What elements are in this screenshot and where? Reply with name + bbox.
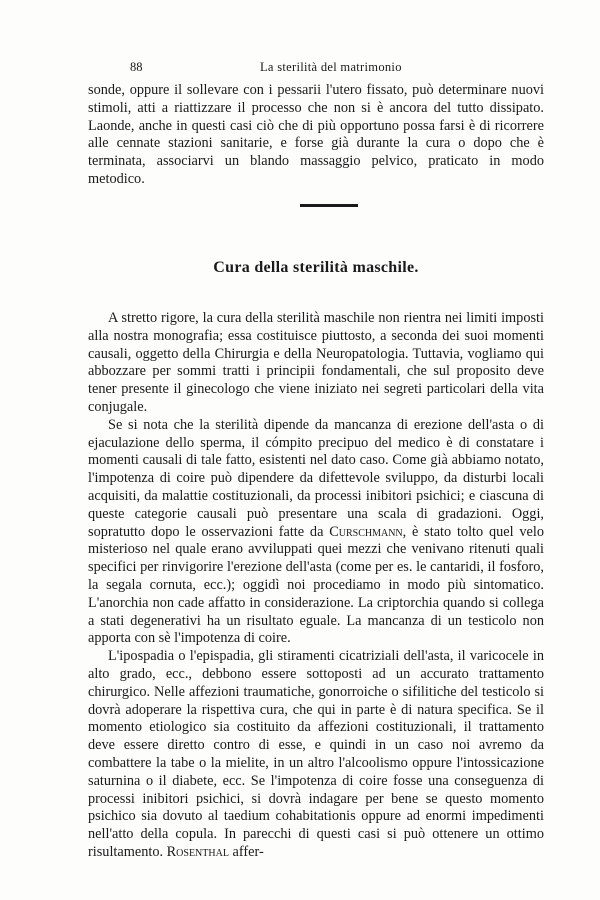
paragraph-3-text-b: affer-	[232, 843, 264, 860]
continuation-block	[88, 82, 544, 189]
body-text	[88, 310, 544, 862]
section-divider	[300, 204, 358, 207]
continuation-paragraph: sonde, oppure il sollevare con i pessarii l'utero fissato, può determinare nuovi stimoli, atti a riattizzare il processo che non si è ancora del tutto dissipato. Laonde, anche in questi casi ciò che di più opportuno possa farsi è di ricorrere alle cennate stazioni sanitarie, e forse già durante la cura o dopo che è terminata, associarvi un blando massaggio pelvico, praticato in modo metodico.	[88, 82, 544, 187]
author-name-curschmann: Curschmann	[329, 523, 403, 540]
page-header	[130, 60, 540, 78]
paragraph-3-text-a: L'ipospadia o l'epispadia, gli stiramenti cicatriziali dell'asta, il varicocele in alto grado, ecc., debbono essere sottoposti ad un accurato trattamento chirurgico. Nelle affezioni traumatiche, gonorroiche o sifilitiche del testicolo si dovrà adoperare la rispettiva cura, che qui in parte è di natura specifica. Se il momento etiologico sia costituito da affezioni costituzionali, il trattamento deve essere diretto contro di esse, e quindi in un caso noi avremo da combattere la tabe o la mielite, in un altro l'alcoolismo oppure l'intossicazione saturnina o il diabete, ecc. Se l'impotenza di coire fosse una conseguenza di processi inibitori psichici, si dovrà indagare per bene se questo momento psichico sia dovuto al taedium cohabitationis oppure ad enormi impedimenti nell'atto della copula. In parecchi di questi casi si può ottenere un ottimo risultamento.	[88, 648, 544, 860]
paragraph-3	[88, 648, 544, 862]
page-number: 88	[130, 60, 143, 74]
section-title: Cura della sterilità maschile.	[213, 259, 419, 276]
paragraph-2	[88, 417, 544, 648]
author-name-rosenthal: Rosenthal	[166, 843, 229, 860]
paragraph-2-text-b: , è stato tolto quel velo misterioso nel quale erano avviluppati quei mezzi che venivano ritenuti quali specifici per rinvigorire l'erezione dell'asta (come per es. le cantaridi, il fosforo, la segala cornuta, ecc.); oggidì noi procediamo in modo più sintomatico. L'anorchia non cade affatto in considerazione. La criptorchia quando si collega a stati degenerativi ha un risultato eguale. La mancanza di un testicolo non apporta con sè l'impotenza di coire.	[88, 523, 544, 647]
paragraph-2-text-a: Se si nota che la sterilità dipende da mancanza di erezione dell'asta o di ejaculazione dello sperma, il cómpito precipuo del medico è di constatare i momenti causali di tale fatto, esistenti nel dato caso. Come già abbiamo notato, l'impotenza di coire può dipendere da difettevole sviluppo, da disturbi locali acquisiti, da malattie costituzionali, da processi inibitori psichici; e ciascuna di queste categorie causali può presentare una scala di gradazioni. Oggi, sopratutto dopo le osservazioni fatte da	[88, 416, 544, 540]
running-title: La sterilità del matrimonio	[260, 60, 402, 74]
paragraph-1: A stretto rigore, la cura della sterilità maschile non rientra nei limiti imposti alla nostra monografia; essa costituisce piuttosto, a seconda dei suoi momenti causali, oggetto della Chirurgia e della Neuropatologia. Tuttavia, vogliamo qui abbozzare per sommi tratti i principii fondamentali, che sul proposito deve tener presente il ginecologo che viene iniziato nei segreti particolari della vita conjugale.	[88, 310, 544, 415]
